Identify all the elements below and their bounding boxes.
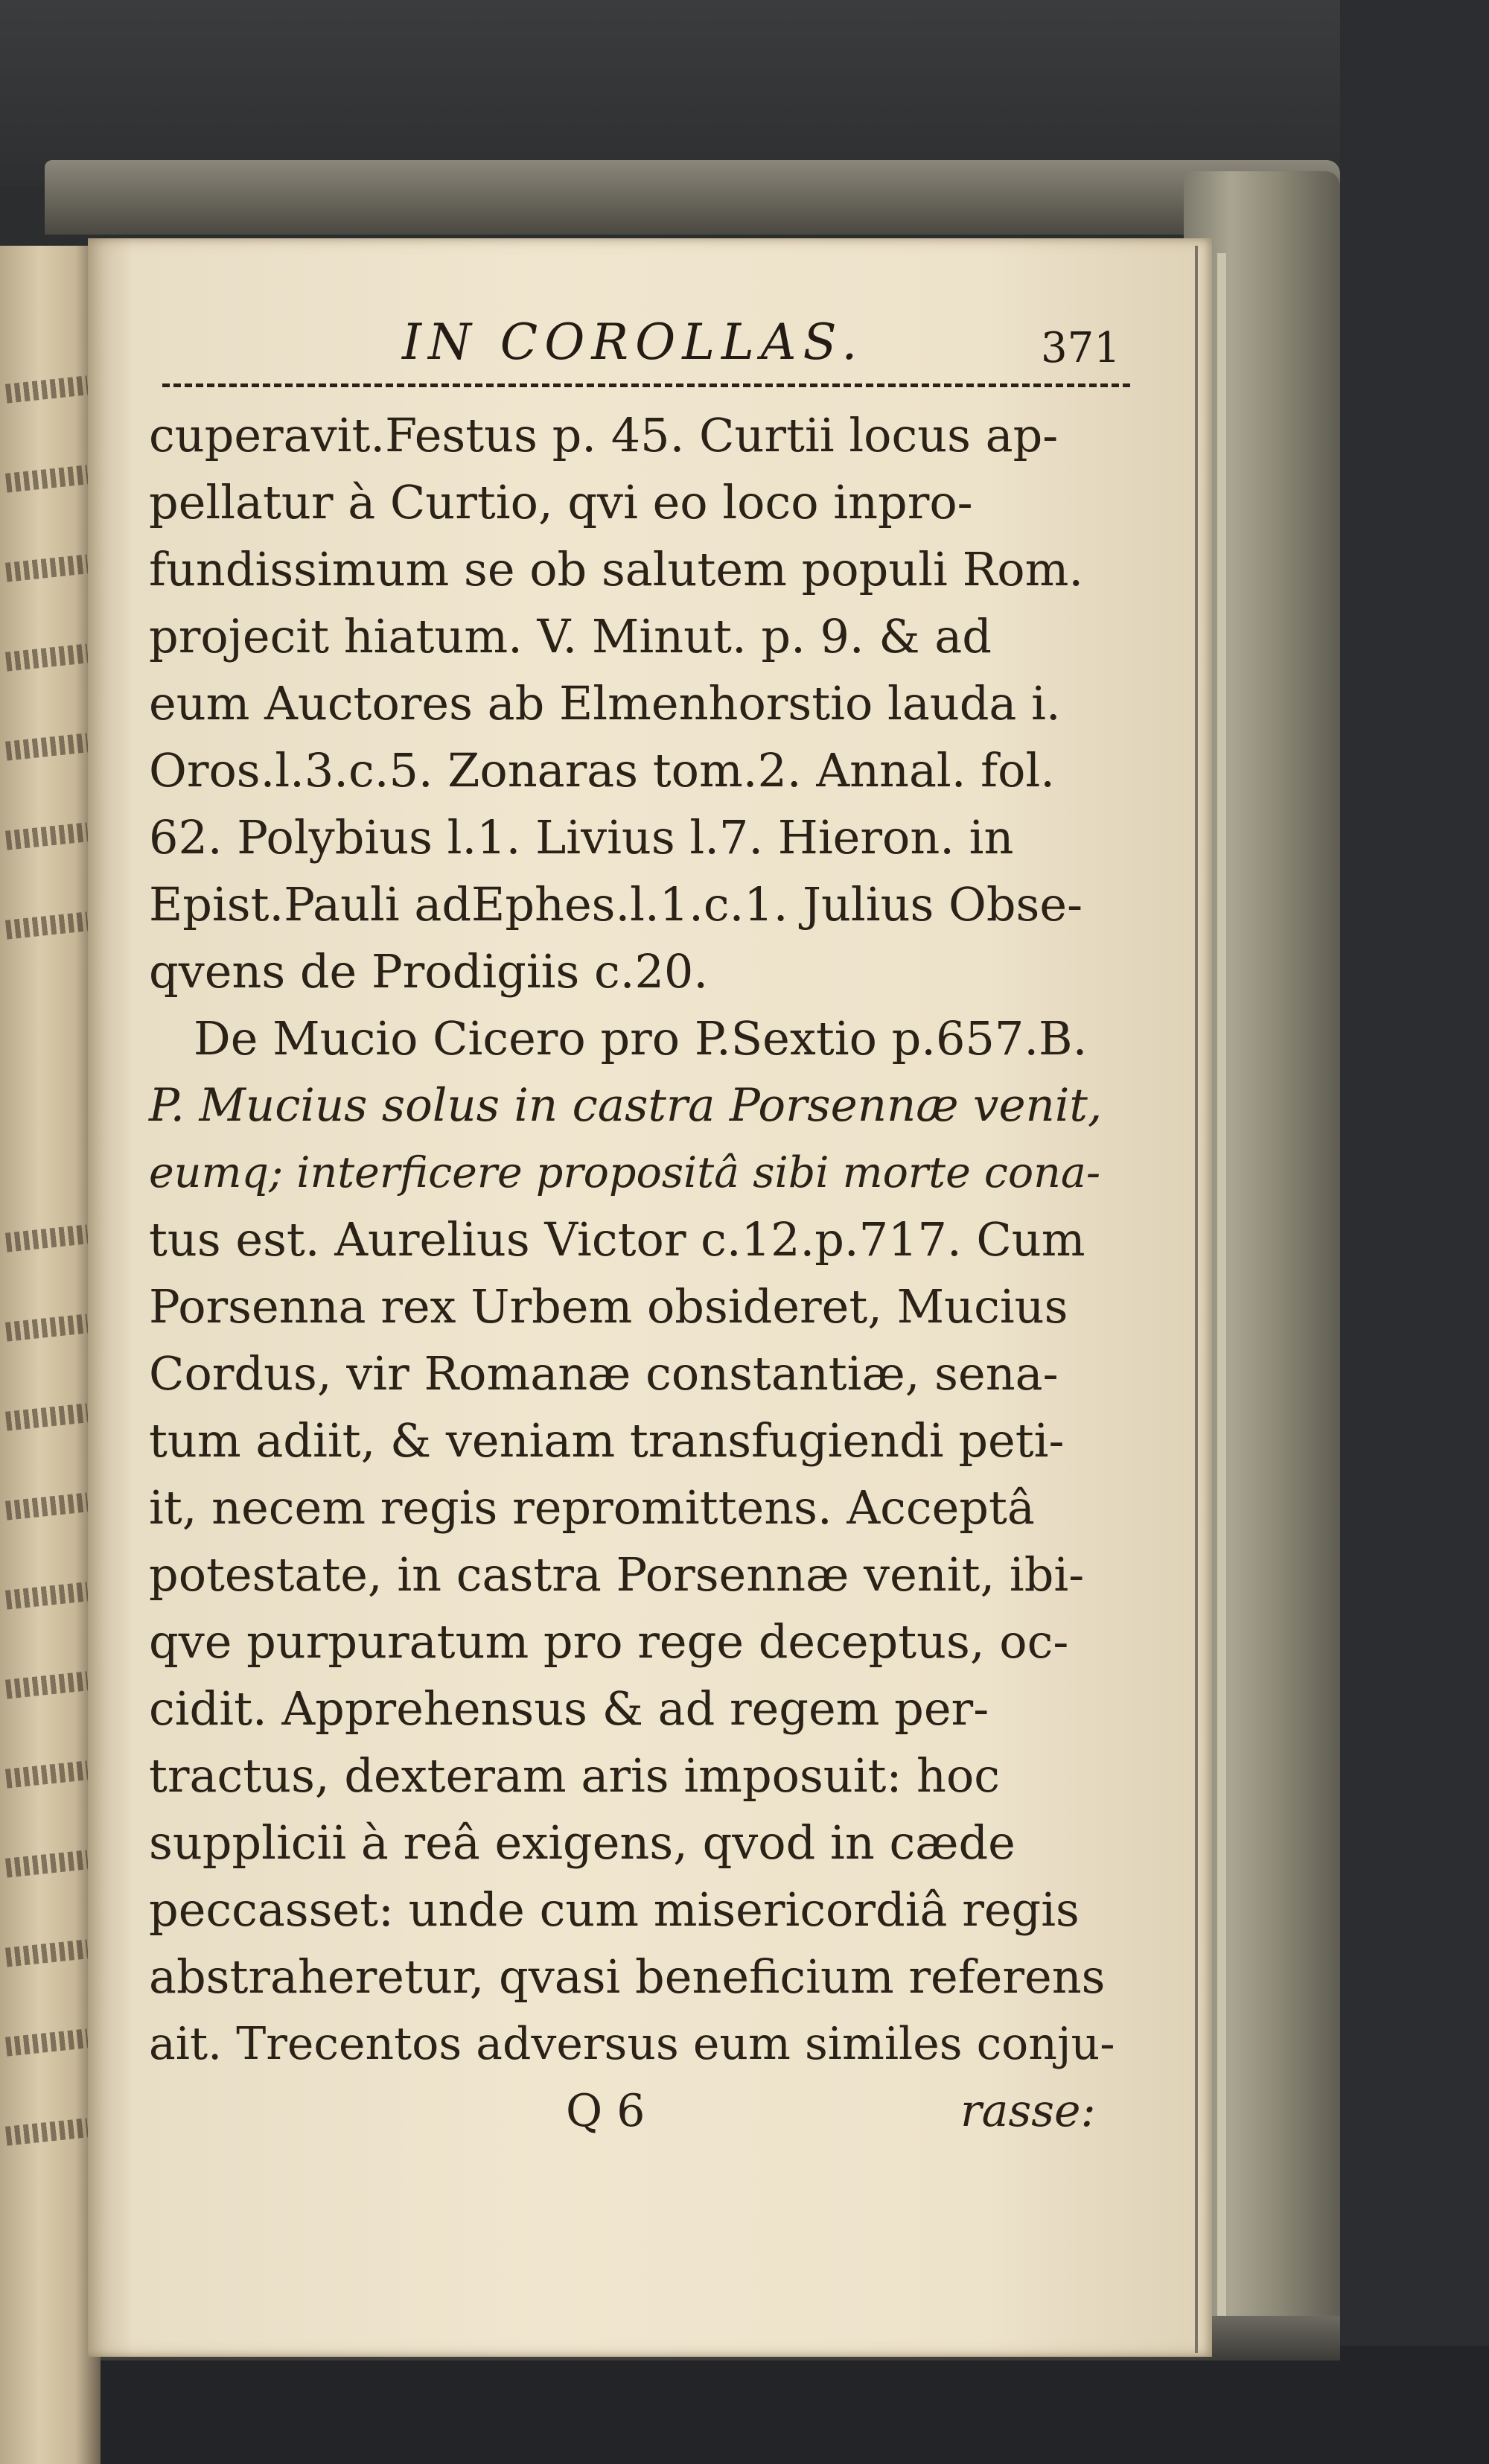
- facing-text-fragment: [5, 1850, 89, 1877]
- facing-text-fragment: [5, 375, 89, 403]
- facing-text-fragment: [5, 2028, 89, 2056]
- text-line: tus est. Aurelius Victor c.12.p.717. Cum: [149, 1212, 1085, 1267]
- book-cover-top: [45, 160, 1340, 235]
- facing-text-fragment: [5, 733, 89, 760]
- text-line: pellatur à Curtio, qvi eo loco inpro-: [149, 475, 973, 529]
- text-line: eum Auctores ab Elmenhorstio lauda i.: [149, 676, 1061, 730]
- facing-text-fragment: [5, 1492, 89, 1520]
- text-line: fundissimum se ob salutem populi Rom.: [149, 542, 1084, 596]
- text-line: De Mucio Cicero pro P.Sextio p.657.B.: [194, 1011, 1088, 1066]
- text-line: Oros.l.3.c.5. Zonaras tom.2. Annal. fol.: [149, 743, 1055, 798]
- backdrop-bottom: [0, 2346, 1489, 2464]
- facing-text-fragment: [5, 1760, 89, 1788]
- text-line: P. Mucius solus in castra Porsennæ venit,: [149, 1079, 1103, 1132]
- cover-page-edge: [1217, 253, 1226, 2316]
- backdrop: [0, 0, 1489, 186]
- facing-text-fragment: [5, 1939, 89, 1967]
- text-line: potestate, in castra Porsennæ venit, ibi-: [149, 1547, 1085, 1602]
- facing-text-fragment: [5, 2118, 89, 2145]
- header-rule: [162, 383, 1130, 387]
- facing-text-fragment: [5, 1403, 89, 1430]
- text-line: tum adiit, & veniam transfugiendi peti-: [149, 1413, 1065, 1468]
- facing-text-fragment: [5, 465, 89, 492]
- facing-text-fragment: [5, 1224, 89, 1252]
- page-inner-edge: [1195, 246, 1198, 2353]
- text-line: Epist.Pauli adEphes.l.1.c.1. Julius Obse-: [149, 877, 1083, 932]
- text-line: cidit. Apprehensus & ad regem per-: [149, 1681, 989, 1736]
- text-line: 62. Polybius l.1. Livius l.7. Hieron. in: [149, 810, 1014, 865]
- backdrop-right: [1340, 0, 1489, 2464]
- text-line: eumq; interficere propositâ sibi morte cona-: [149, 1148, 1101, 1197]
- text-line: abstraheretur, qvasi beneficium referens: [149, 1949, 1106, 2004]
- text-line: supplicii à reâ exigens, qvod in cæde: [149, 1815, 1015, 1870]
- text-line: Cordus, vir Romanæ constantiæ, sena-: [149, 1346, 1059, 1401]
- text-line: tractus, dexteram aris imposuit: hoc: [149, 1748, 1001, 1803]
- signature-mark: Q 6: [566, 2085, 645, 2137]
- facing-text-fragment: [5, 911, 89, 939]
- running-head: IN COROLLAS.: [402, 313, 864, 371]
- page-number: 371: [1041, 324, 1120, 372]
- catchword: rasse:: [960, 2085, 1096, 2137]
- facing-text-fragment: [5, 822, 89, 850]
- text-line: ait. Trecentos adversus eum similes conju-: [149, 2018, 1115, 2070]
- facing-text-fragment: [5, 1314, 89, 1341]
- facing-page-fragment: [0, 246, 101, 2464]
- text-line: cuperavit.Festus p. 45. Curtii locus ap-: [149, 408, 1059, 462]
- facing-text-fragment: [5, 1671, 89, 1699]
- facing-text-fragment: [5, 554, 89, 582]
- facing-text-fragment: [5, 643, 89, 671]
- text-line: it, necem regis repromittens. Acceptâ: [149, 1480, 1035, 1535]
- text-line: Porsenna rex Urbem obsideret, Mucius: [149, 1279, 1068, 1334]
- facing-text-fragment: [5, 1582, 89, 1609]
- text-line: qvens de Prodigiis c.20.: [149, 944, 709, 999]
- text-line: projecit hiatum. V. Minut. p. 9. & ad: [149, 609, 992, 663]
- text-line: peccasset: unde cum misericordiâ regis: [149, 1882, 1080, 1937]
- text-line: qve purpuratum pro rege deceptus, oc-: [149, 1614, 1069, 1669]
